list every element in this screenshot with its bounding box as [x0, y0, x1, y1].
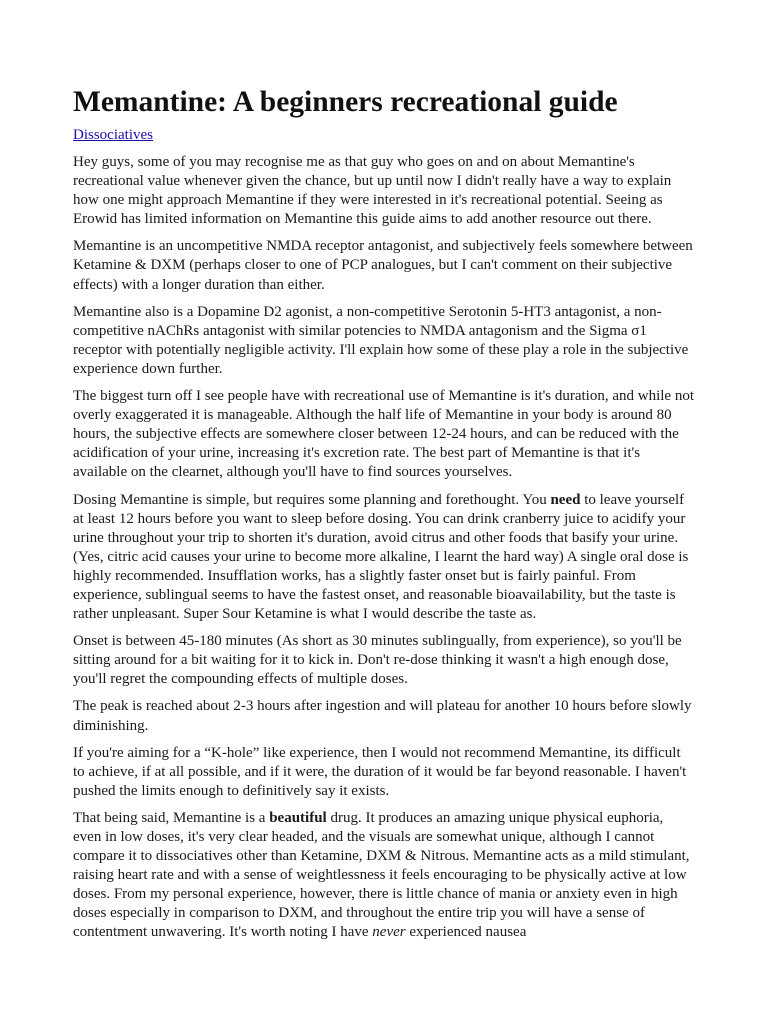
- paragraph-onset: Onset is between 45-180 minutes (As short as 30 minutes sublingually, from experience), so you'll be sitting around for a bit waiting for it to kick in. Don't re-dose thinking it wasn't a high enough dose, you'll regret the compounding effects of multiple doses.: [73, 633, 682, 688]
- paragraph-receptors: Memantine also is a Dopamine D2 agonist, a non-competitive Serotonin 5-HT3 antagonist, a non-competitive nAChRs antagonist with similar potencies to NMDA antagonism and the Sigma σ1 receptor with potentially negligible activity. I'll explain how some of these play a role in the subjective experience down further.: [73, 303, 689, 377]
- dosing-emphasis: need: [550, 491, 581, 508]
- paragraph-intro: Hey guys, some of you may recognise me as that guy who goes on and on about Memantine's recreational value whenever given the chance, but up until now I didn't really have a way to explain how one might approach Memantine if they were interested in it's recreational potential. Seeing as Erowid has limited information on Memantine this guide aims to add another resource out there.: [73, 154, 672, 228]
- paragraph-k-hole: If you're aiming for a “K-hole” like experience, then I would not recommend Memantine, its difficult to achieve, if at all possible, and if it were, the duration of it would be far beyond reasonable. I haven't pushed the limits enough to definitively say it exists.: [73, 744, 687, 799]
- effects-italic: never: [372, 924, 406, 941]
- page-title: Memantine: A beginners recreational guide: [73, 86, 618, 118]
- effects-text-a: That being said, Memantine is a: [73, 809, 270, 826]
- effects-emphasis: beautiful: [269, 809, 327, 826]
- dosing-text-b: to leave yourself at least 12 hours before you want to sleep before dosing. You can drink cranberry juice to acidify your urine throughout your trip to shorten it's duration, avoid citrus and other foods that basify your urine. (Yes, citric acid causes your urine to become more alkaline, I learnt the hard way) A single oral dose is highly recommended. Insufflation works, has a slightly faster onset but is fairly painful. From experience, sublingual seems to have the fastest onset, and reasonable bioavailability, but the taste is rather unpleasant. Super Sour Ketamine is what I would describe the taste as.: [73, 491, 689, 623]
- paragraph-pharmacology: Memantine is an uncompetitive NMDA receptor antagonist, and subjectively feels somewhere between Ketamine & DXM (perhaps closer to one of PCP analogues, but I can't comment on their subjective effects) with a longer duration than either.: [73, 238, 693, 293]
- article: [73, 84, 695, 951]
- paragraph-dosing: [73, 491, 695, 625]
- category-link[interactable]: Dissociatives: [73, 127, 153, 143]
- dosing-text-a: Dosing Memantine is simple, but requires some planning and forethought. You: [73, 491, 551, 508]
- paragraph-effects: [73, 809, 695, 943]
- effects-text-b: drug. It produces an amazing unique physical euphoria, even in low doses, it's very clear headed, and the visuals are somewhat unique, although I cannot compare it to dissociatives other than Ketamine, DXM & Nitrous. Memantine acts as a mild stimulant, raising heart rate and with a sense of weightlessness it feels encouraging to be physically active at low doses. From my personal experience, however, there is little chance of mania or anxiety even in high doses especially in comparison to DXM, and throughout the entire trip you will have a sense of contentment unwavering. It's worth noting I have: [73, 809, 690, 941]
- effects-text-c: experienced nausea: [405, 924, 527, 941]
- paragraph-duration: The biggest turn off I see people have with recreational use of Memantine is it's duration, and while not overly exaggerated it is manageable. Although the half life of Memantine in your body is around 80 hours, the subjective effects are somewhere closer between 12-24 hours, and can be reduced with the acidification of your urine, increasing it's excretion rate. The best part of Memantine is that it's available on the clearnet, although you'll have to find sources yourselves.: [73, 388, 694, 481]
- paragraph-peak: The peak is reached about 2-3 hours after ingestion and will plateau for another 10 hours before slowly diminishing.: [73, 698, 692, 734]
